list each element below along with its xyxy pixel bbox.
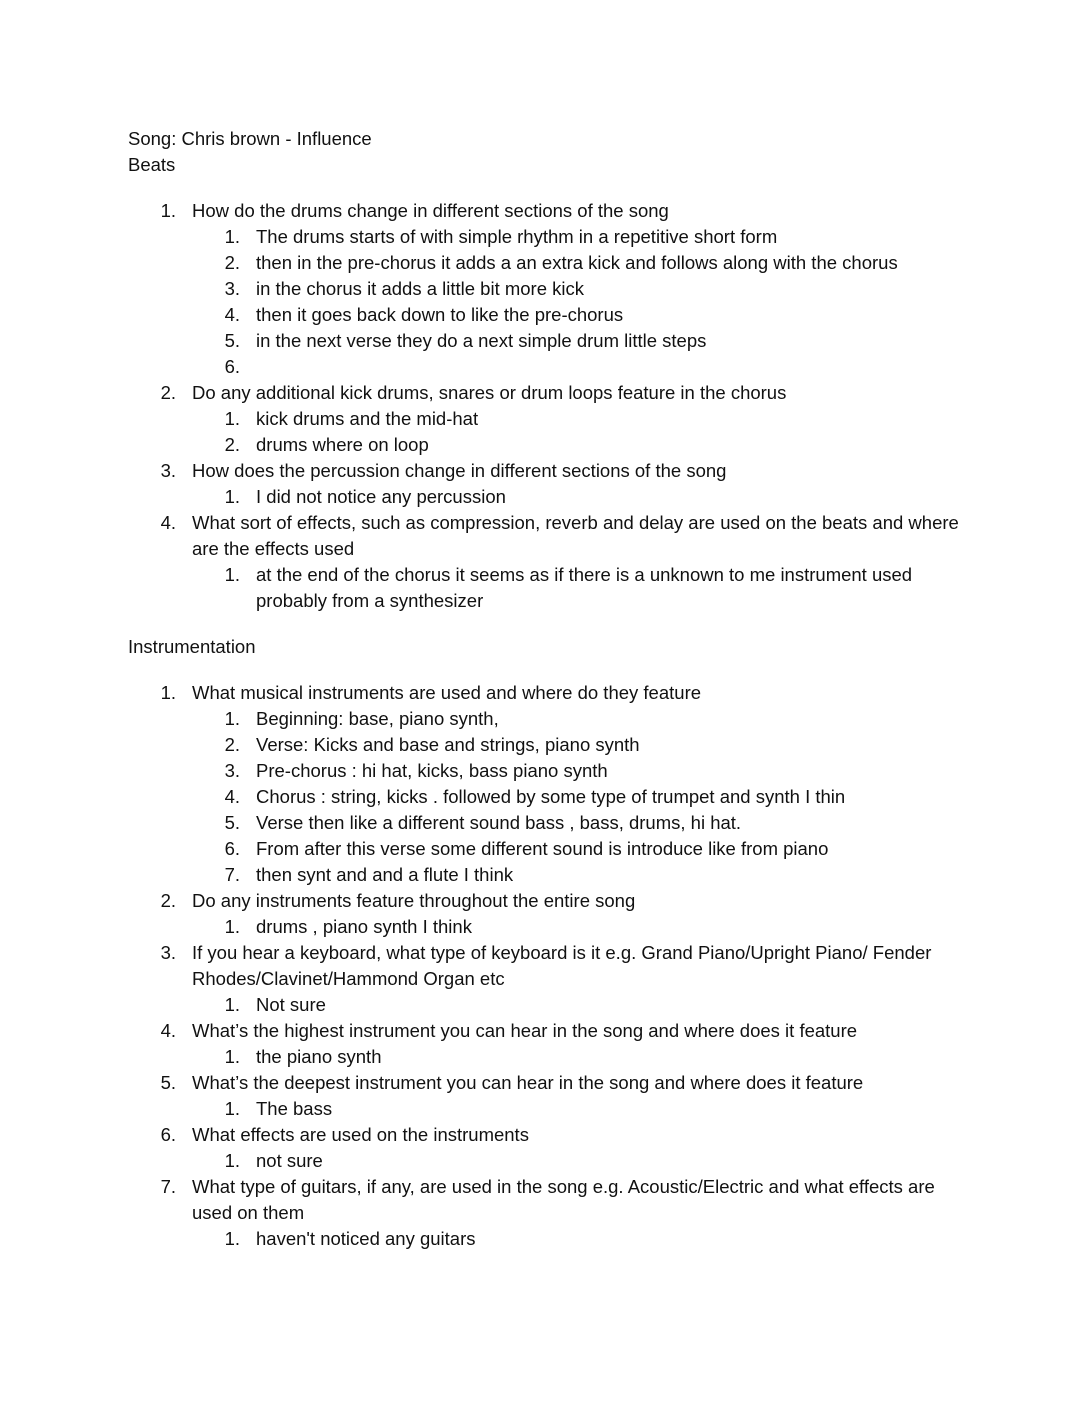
section-heading: Instrumentation — [128, 636, 256, 657]
answer-text: at the end of the chorus it seems as if there is a unknown to me instrument used probably from a synthesizer — [256, 564, 913, 611]
question-text: What’s the highest instrument you can hear in the song and where does it feature — [192, 1020, 858, 1041]
question-item — [128, 1018, 968, 1070]
answer-item — [192, 1044, 968, 1070]
answer-item — [192, 276, 968, 302]
answer-text: Verse: Kicks and base and strings, piano synth — [256, 734, 640, 755]
answer-text: in the chorus it adds a little bit more kick — [256, 278, 585, 299]
answer-text: in the next verse they do a next simple drum little steps — [256, 330, 707, 351]
answer-list — [192, 484, 968, 510]
question-number: 6. — [160, 1124, 176, 1145]
answer-item — [192, 836, 968, 862]
answer-list — [192, 914, 968, 940]
answer-list — [192, 1226, 968, 1252]
answer-item — [192, 484, 968, 510]
sections-container — [128, 152, 968, 1252]
question-item — [128, 458, 968, 510]
answer-number: 3. — [224, 760, 240, 781]
answer-number: 2. — [224, 734, 240, 755]
question-item — [128, 1070, 968, 1122]
question-item — [128, 380, 968, 458]
heading-gap — [128, 178, 968, 198]
answer-number: 2. — [224, 434, 240, 455]
answer-number: 5. — [224, 812, 240, 833]
answer-text: Pre-chorus : hi hat, kicks, bass piano synth — [256, 760, 608, 781]
question-text: What effects are used on the instruments — [192, 1124, 529, 1145]
answer-number: 1. — [224, 226, 240, 247]
question-number: 1. — [160, 200, 176, 221]
answer-text: Verse then like a different sound bass , bass, drums, hi hat. — [256, 812, 742, 833]
question-number: 4. — [160, 1020, 176, 1041]
answer-item — [192, 328, 968, 354]
answer-text: The bass — [256, 1098, 333, 1119]
answer-text: the piano synth — [256, 1046, 382, 1067]
answer-list — [192, 1096, 968, 1122]
answer-text: kick drums and the mid-hat — [256, 408, 479, 429]
answer-list — [192, 992, 968, 1018]
question-text: If you hear a keyboard, what type of keyboard is it e.g. Grand Piano/Upright Piano/ Fender Rhodes/Clavinet/Hammond Organ etc — [192, 942, 932, 989]
answer-number: 1. — [224, 1046, 240, 1067]
answer-text: Chorus : string, kicks . followed by some type of trumpet and synth I thin — [256, 786, 846, 807]
answer-item — [192, 862, 968, 888]
answer-number: 1. — [224, 708, 240, 729]
answer-text: Not sure — [256, 994, 326, 1015]
answer-item — [192, 992, 968, 1018]
question-number: 3. — [160, 942, 176, 963]
question-list — [128, 680, 968, 1252]
section-gap — [128, 614, 968, 634]
answer-list — [192, 1148, 968, 1174]
answer-item — [192, 706, 968, 732]
answer-item — [192, 224, 968, 250]
answer-text: haven't noticed any guitars — [256, 1228, 476, 1249]
answer-item — [192, 1096, 968, 1122]
answer-item — [192, 562, 968, 614]
answer-text: then it goes back down to like the pre-chorus — [256, 304, 624, 325]
question-number: 1. — [160, 682, 176, 703]
question-text: What musical instruments are used and where do they feature — [192, 682, 702, 703]
question-item — [128, 888, 968, 940]
answer-item — [192, 302, 968, 328]
answer-item — [192, 810, 968, 836]
answer-number: 1. — [224, 994, 240, 1015]
document-content — [128, 126, 968, 1252]
answer-item — [192, 784, 968, 810]
question-item — [128, 1174, 968, 1252]
answer-number: 1. — [224, 916, 240, 937]
answer-text: From after this verse some different sound is introduce like from piano — [256, 838, 829, 859]
question-text: What’s the deepest instrument you can hear in the song and where does it feature — [192, 1072, 864, 1093]
question-text: Do any instruments feature throughout the entire song — [192, 890, 636, 911]
song-title: Song: Chris brown - Influence — [128, 128, 372, 149]
answer-text: drums , piano synth I think — [256, 916, 472, 937]
question-number: 2. — [160, 890, 176, 911]
answer-item — [192, 914, 968, 940]
answer-number: 1. — [224, 1098, 240, 1119]
answer-number: 7. — [224, 864, 240, 885]
question-text: Do any additional kick drums, snares or drum loops feature in the chorus — [192, 382, 787, 403]
answer-number: 4. — [224, 786, 240, 807]
question-text: What type of guitars, if any, are used in the song e.g. Acoustic/Electric and what effects are used on them — [192, 1176, 935, 1223]
answer-item — [192, 732, 968, 758]
answer-number: 1. — [224, 1150, 240, 1171]
answer-list — [192, 406, 968, 458]
answer-list — [192, 1044, 968, 1070]
question-text: How do the drums change in different sections of the song — [192, 200, 669, 221]
question-item — [128, 198, 968, 380]
answer-number: 4. — [224, 304, 240, 325]
answer-number: 2. — [224, 252, 240, 273]
answer-text: The drums starts of with simple rhythm in a repetitive short form — [256, 226, 778, 247]
answer-text: then in the pre-chorus it adds a an extra kick and follows along with the chorus — [256, 252, 898, 273]
answer-list — [192, 706, 968, 888]
answer-text: I did not notice any percussion — [256, 486, 506, 507]
answer-item — [192, 1226, 968, 1252]
answer-item — [192, 432, 968, 458]
answer-text: then synt and and a flute I think — [256, 864, 514, 885]
answer-number: 6. — [224, 838, 240, 859]
answer-number: 1. — [224, 486, 240, 507]
answer-list — [192, 224, 968, 380]
question-text: How does the percussion change in different sections of the song — [192, 460, 727, 481]
question-item — [128, 940, 968, 1018]
answer-text: not sure — [256, 1150, 323, 1171]
answer-list — [192, 562, 968, 614]
question-number: 2. — [160, 382, 176, 403]
question-item — [128, 1122, 968, 1174]
question-text: What sort of effects, such as compression, reverb and delay are used on the beats and where are the effects used — [192, 512, 959, 559]
answer-item — [192, 354, 968, 380]
answer-item — [192, 406, 968, 432]
answer-number: 1. — [224, 1228, 240, 1249]
question-number: 4. — [160, 512, 176, 533]
answer-number: 5. — [224, 330, 240, 351]
answer-item — [192, 1148, 968, 1174]
question-item — [128, 680, 968, 888]
question-number: 7. — [160, 1176, 176, 1197]
answer-number: 1. — [224, 408, 240, 429]
answer-number: 3. — [224, 278, 240, 299]
answer-text: Beginning: base, piano synth, — [256, 708, 499, 729]
answer-item — [192, 758, 968, 784]
answer-number: 1. — [224, 564, 240, 585]
question-list — [128, 198, 968, 614]
answer-item — [192, 250, 968, 276]
answer-text: drums where on loop — [256, 434, 429, 455]
heading-gap — [128, 660, 968, 680]
question-item — [128, 510, 968, 614]
question-number: 5. — [160, 1072, 176, 1093]
question-number: 3. — [160, 460, 176, 481]
section-heading: Beats — [128, 154, 176, 175]
answer-number: 6. — [224, 356, 240, 377]
